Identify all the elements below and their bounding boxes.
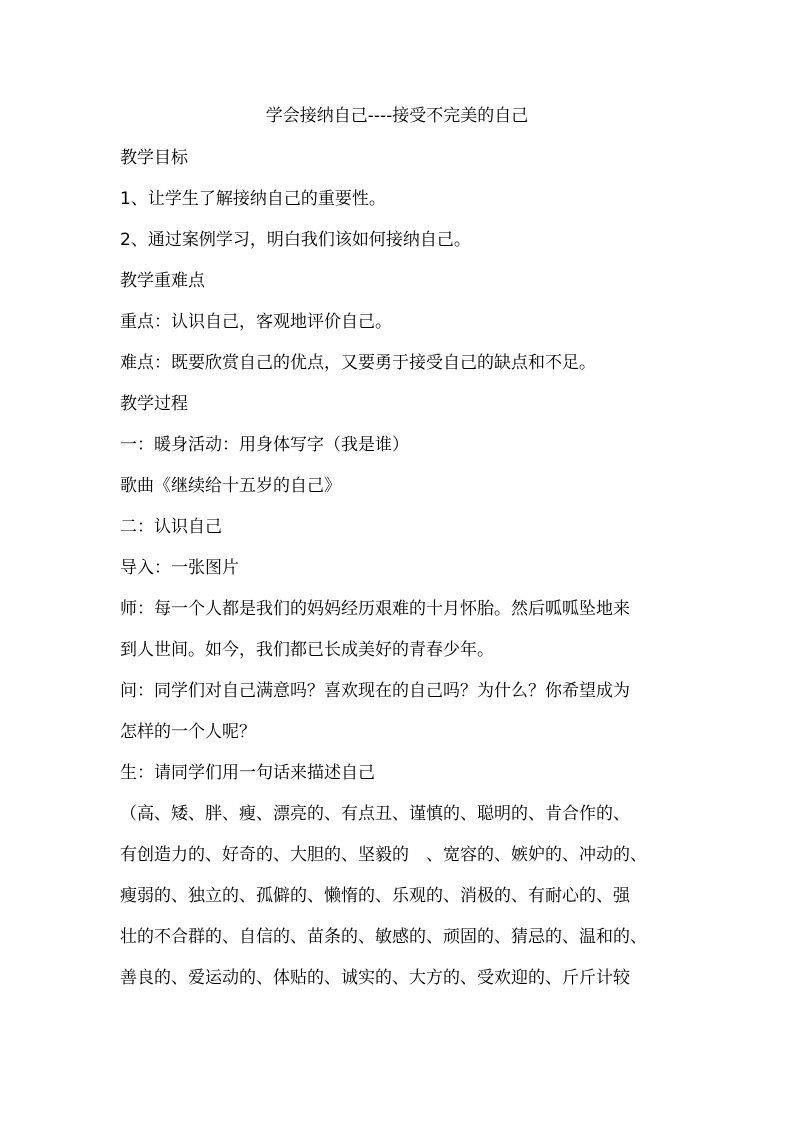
section-heading-process: 教学过程 (120, 394, 188, 414)
difficult-point: 难点：既要欣赏自己的优点，又要勇于接受自己的缺点和不足。 (120, 353, 596, 373)
intro-line: 导入：一张图片 (120, 558, 239, 578)
paragraph-line: 瘦弱的、独立的、孤僻的、懒惰的、乐观的、消极的、有耐心的、强 (120, 886, 630, 906)
paragraph-line: 善良的、爱运动的、体贴的、诚实的、大方的、受欢迎的、斤斤计较 (120, 968, 630, 988)
paragraph-line: （高、矮、胖、瘦、漂亮的、有点丑、谨慎的、聪明的、肯合作的、 (120, 804, 630, 824)
paragraph-line: 怎样的一个人呢？ (120, 722, 256, 742)
goal-item-2: 2、通过案例学习，明白我们该如何接纳自己。 (120, 230, 471, 250)
activity-song: 歌曲《继续给十五岁的自己》 (120, 476, 341, 496)
goal-item-1: 1、让学生了解接纳自己的重要性。 (120, 189, 386, 209)
section-heading-goals: 教学目标 (120, 148, 188, 168)
paragraph-line: 生：请同学们用一句话来描述自己 (120, 763, 375, 783)
key-point: 重点：认识自己，客观地评价自己。 (120, 312, 392, 332)
paragraph-line: 壮的不合群的、自信的、苗条的、敏感的、顽固的、猜忌的、温和的、 (120, 927, 647, 947)
paragraph-line: 有创造力的、好奇的、大胆的、坚毅的 、宽容的、嫉妒的、冲动的、 (120, 845, 647, 865)
document-title: 学会接纳自己----接受不完美的自己 (265, 106, 529, 126)
section-heading-key-points: 教学重难点 (120, 271, 205, 291)
activity-know-yourself: 二：认识自己 (120, 517, 222, 537)
paragraph-line: 到人世间。如今，我们都已长成美好的青春少年。 (120, 640, 494, 660)
paragraph-line: 师：每一个人都是我们的妈妈经历艰难的十月怀胎。然后呱呱坠地来 (120, 599, 630, 619)
document-body (120, 145, 720, 1006)
paragraph-line: 问：同学们对自己满意吗？喜欢现在的自己吗？为什么？你希望成为 (120, 681, 630, 701)
activity-warmup: 一：暖身活动：用身体写字（我是谁） (120, 435, 409, 455)
